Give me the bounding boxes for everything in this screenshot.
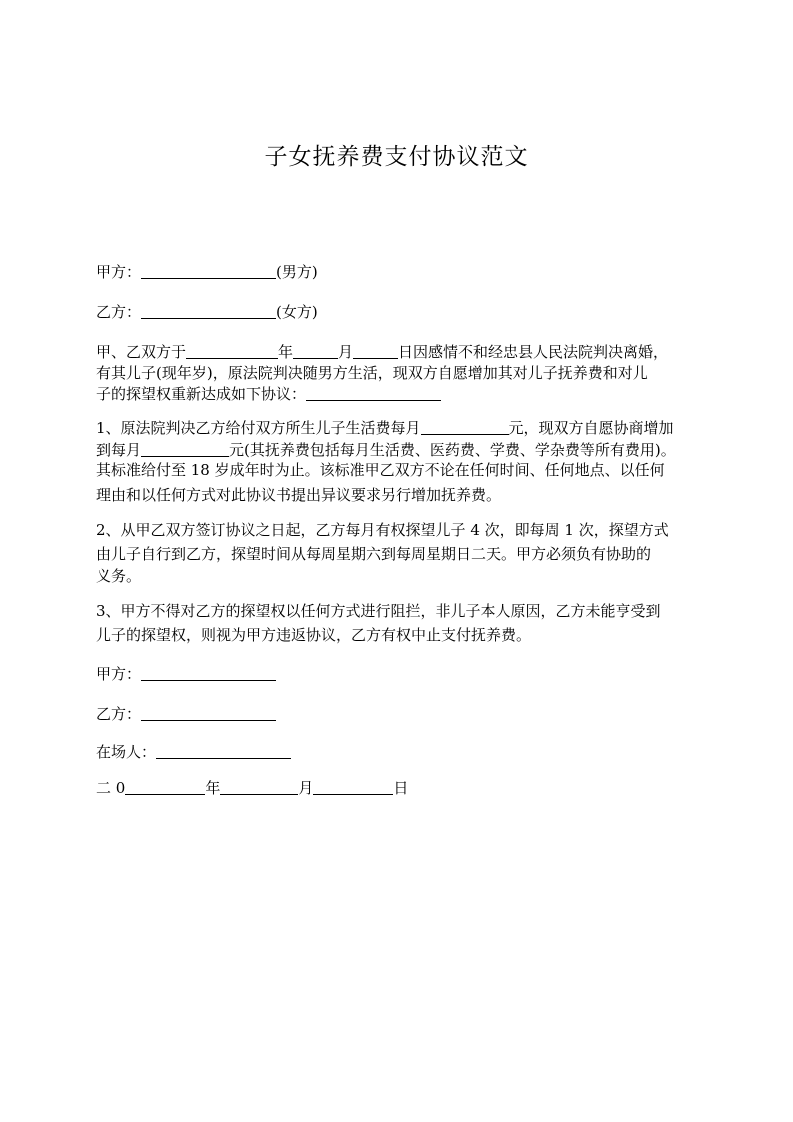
date-prefix: 二 0	[96, 779, 126, 797]
intro-line-3-text: 子的探望权重新达成如下协议：	[96, 385, 307, 403]
intro-line-2: 有其儿子(现年岁)，原法院判决随男方生活，现双方自愿增加其对儿子抚养费和对儿	[96, 364, 648, 382]
clause-3-line-1: 3、甲方不得对乙方的探望权以任何方式进行阻拦，非儿子本人原因，乙方未能亨受到	[96, 602, 661, 620]
intro-month-blank	[293, 342, 338, 359]
signature-party-a	[96, 664, 276, 684]
intro-date-blank	[186, 342, 278, 359]
signature-witness	[96, 742, 291, 762]
signature-party-b	[96, 704, 276, 724]
clause-1-line-3: 其标准给付至 18 岁成年时为止。该标准甲乙双方不论在任何时间、任何地点、以任何	[96, 461, 665, 479]
clause-1-line-4: 理由和以任何方式对此协议书提出异议要求另行增加抚养费。	[96, 486, 502, 504]
intro-agreement-blank	[306, 384, 441, 401]
date-year: 年	[205, 779, 221, 797]
intro-line-3	[96, 384, 441, 404]
party-a-blank	[141, 262, 276, 279]
intro-suffix: 日因感情不和经忠县人民法院判决离婚，	[398, 343, 669, 361]
intro-line-1	[96, 342, 668, 362]
date-day: 日	[393, 779, 409, 797]
intro-month: 月	[338, 343, 354, 361]
clause-3-line-2: 儿子的探望权，则视为甲方违返协议，乙方有权中止支付抚养费。	[96, 626, 532, 644]
party-b-label: 乙方：	[96, 303, 142, 321]
clause-1-line-2	[96, 440, 676, 460]
signature-witness-blank	[156, 742, 291, 759]
signature-party-b-blank	[141, 704, 276, 721]
intro-prefix: 甲、乙双方于	[96, 343, 187, 361]
date-month-blank	[220, 778, 298, 795]
party-b-blank	[141, 302, 276, 319]
date-month: 月	[298, 779, 314, 797]
party-a-label: 甲方：	[96, 263, 142, 281]
date-year-blank	[125, 778, 205, 795]
intro-day-blank	[353, 342, 398, 359]
clause-2-line-2: 由儿子自行到乙方，探望时间从每周星期六到每周星期日二天。甲方必须负有协助的	[96, 545, 652, 563]
signature-party-b-label: 乙方：	[96, 705, 142, 723]
clause-1-amount-blank	[421, 418, 509, 435]
signature-witness-label: 在场人：	[96, 743, 157, 761]
party-b-suffix: (女方)	[276, 303, 318, 321]
clause-1-new-amount-blank	[141, 440, 229, 457]
signature-party-a-blank	[141, 664, 276, 681]
signature-party-a-label: 甲方：	[96, 665, 142, 683]
clause-1-line-2-suffix: 元(其抚养费包括每月生活费、医药费、学费、学杂费等所有费用)。	[229, 441, 676, 459]
clause-1-prefix: 1、原法院判决乙方给付双方所生儿子生活费每月	[96, 419, 421, 437]
clause-2-line-3: 义务。	[96, 567, 142, 585]
party-a-suffix: (男方)	[276, 263, 318, 281]
intro-year: 年	[278, 343, 294, 361]
clause-1-line-1	[96, 418, 674, 438]
clause-1-line-2-prefix: 到每月	[96, 441, 142, 459]
date-day-blank	[313, 778, 393, 795]
document-title: 子女抚养费支付协议范文	[264, 144, 529, 170]
date-line	[96, 778, 408, 798]
clause-2-line-1: 2、从甲乙双方签订协议之日起，乙方每月有权探望儿子 4 次，即每周 1 次，探望方式	[96, 521, 669, 539]
party-a-line	[96, 262, 318, 282]
party-b-line	[96, 302, 318, 322]
clause-1-suffix: 元，现双方自愿协商增加	[508, 419, 674, 437]
